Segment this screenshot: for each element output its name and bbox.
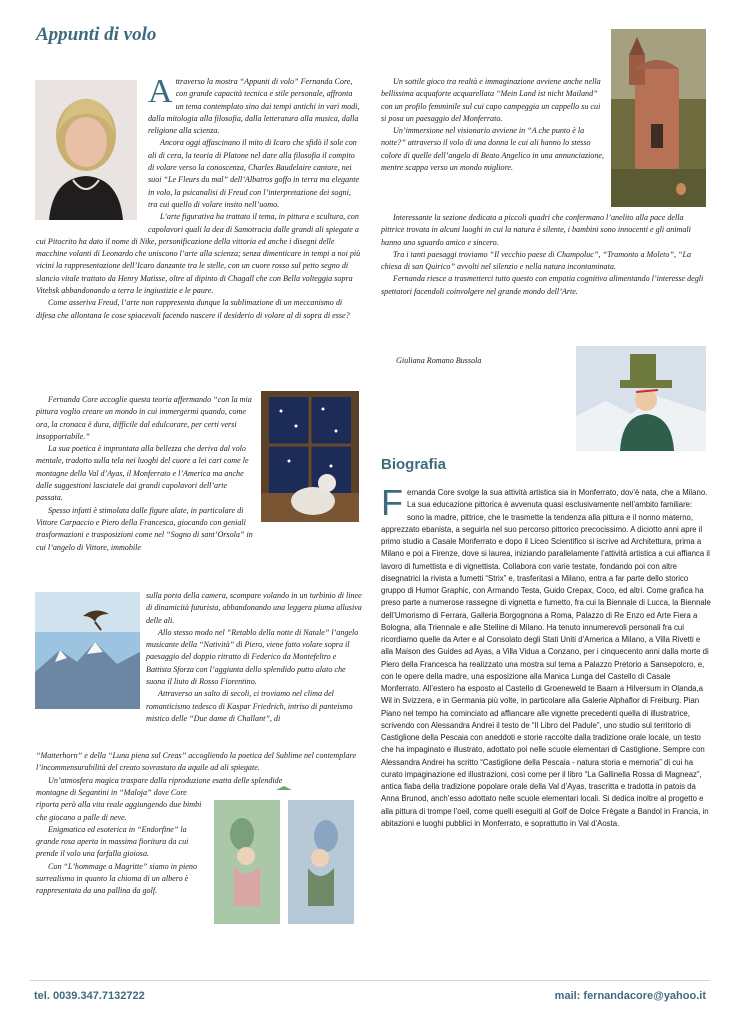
article-right-top [381, 76, 605, 174]
article-paragraph: sulla porta della camera, scompare volando in un turbinio di linee di dinamicità futurista, abbandonando una leggera piuma allusiva delle ali. [146, 591, 362, 625]
article-paragraph: Un sottile gioco tra realtà e immaginazione avviene anche nella bellissima acquaforte acquarellata “Mein Land ist nicht Mailand” con un profilo femminile sul cui capo campeggia un cappello su cui si posa un paesaggio del Monferrato. [381, 77, 601, 123]
article-bottom [36, 787, 208, 898]
article-paragraph: L’arte figurativa ha trattato il tema, in pittura e scultura, con capolavori quali la dea di Samotracia dalle grandi ali spiegate a cui Pitocrito ha dato il nome di Nike, personificazione della vittoria ed anche i disegni delle macchine volanti di Leonardo che uniscono l’arte alla scienza; senza dimenticare in tempi a noi più vicini la rappresentazione dell’Icaro danzante tra le stelle, con un cuore rosso sul petto segno di slancio vitale trattato da Henry Matisse, oltre al dipinto di Chagall che con Bella volteggia sopra Vitebsk abbandonando a terra le ingiustizie e le paure. [36, 212, 361, 296]
painting-church [611, 29, 706, 207]
article-paragraph: Interessante la sezione dedicata a piccoli quadri che confermano l’anelito alla pace della pittrice trovata in alcuni luoghi in cui la natura è silente, i bambini sono innocenti e gli animali hanno uno sguardo amico e sincero. [381, 213, 691, 247]
article-paragraph: montagne di Segantini in “Maloja” dove Core riporta però alla vita reale aggiungendo due bimbi che giocano a palle di neve. [36, 788, 202, 822]
bio-text [381, 482, 711, 830]
article-paragraph: Spesso infatti è stimolata dalle figure alate, in particolare di Vittore Carpaccio e Piero della Francesca, giocando con geniali trasformazioni e trasposizioni come nel “Sogno di sant’Orsola” in cui l’angelo di Vittore, immobile [36, 505, 253, 552]
footer-divider [30, 980, 710, 981]
footer-phone[interactable]: tel. 0039.347.7132722 [34, 990, 145, 1002]
article-paragraph: ttraverso la mostra “Appunti di volo” Fernanda Core, con grande capacità tecnica e stile personale, affronta un tema contemplato sino dai tempi antichi in vari modi, dalla mitologia alla filosofia, dalla letteratura alla musica, dalla religione alla scienza. [148, 77, 360, 136]
page-title: Appunti di volo [36, 24, 157, 45]
article-paragraph: Allo stesso modo nel “Retablo della notte di Natale” l’angelo musicante della “Natività” di Piero, viene fatto volare sopra il paesaggio del doppio ritratto di Federico da Montefeltro e Battista Sforza con l’aggiunta dello splendido putto alato che suona il liuto di Rosso Fiorentino. [146, 627, 359, 687]
article-paragraph: La sua poetica è improntata alla bellezza che deriva dal volo mentale, tradotto sulla tela nei luoghi del cuore a lei cari come le montagne della Val d’Ayas, il Monferrato e l’America ma anche dalle suggestioni lasciatele dai grandi capolavori dell’arte passata. [36, 444, 249, 503]
article-paragraph: Attraverso un salto di secoli, ci troviamo nel clima del romanticismo tedesco di Kaspar Friedrich, intriso di panteismo mistico delle “Due dame di Challant”, di [146, 689, 353, 723]
painting-angels-diptych [214, 786, 354, 938]
article-signature: Giuliana Romano Bussola [396, 356, 482, 365]
bio-paragraph: ernanda Core svolge la sua attività artistica sia in Monferrato, dov’è nata, che a Milano. La sua educazione pittorica è avvenuta quasi esclusivamente nell’ambito familiare: sono la madre, pittrice, che le trasmette la tendenza alla pittura e il nonno materno, apprezzato ebanista, a seguirla nel suo percorso pittorico precocissimo. A diciotto anni apre il primo studio a Casale Monferrato e dopo il Liceo Scientifico si iscrive ad Architettura, prima a Milano e poi a Firenze, dove si laurea, iniziando parallelamente l’attività artistica a cui affianca il lavoro di fumettista e di vignettista. Collabora con varie testate, fondando poi con altre disegnatrici la rivista a fumetti “Strix” e, trasferitasi a Milano, entra a far parte dello storico gruppo di Humor Graphic, con Armando Testa, Guido Crepax, Coco, ed altri. Come grafica ha preso parte a numerose rassegne di vignetta e fumetto, fra cui la Biennale di Lucca, la Biennale dell’Umorismo di Ferrara, Galleria Borgognona a Roma, Palazzo di Re Enzo ed Arte Fiera a Bologna, alla Triennale e alle Stelline di Milano. Ha tenuto innumerevoli personali fra cui ricordiamo quelle da Arter e al Consolato degli Stati Uniti d’America a Milano, a Villa Rivetti e alla Maison des Guides ad Ayas, a Villa Vidua a Conzano, per i cinquecento anni dalla morte di Piero della Francesca ha realizzato una mostra sul tema a Palazzo Pretorio a Sansepolcro, e, con le opere della madre, una esposizione alla Manica Lunga del Castello di Casale Monferrato. All’estero ha esposto al Castello di Groeneweld te Baarn a Hilversum in Olanda,a Wil in Svizzera, e in Germania più volte, in particolare alla Galerie Alphaflor di Freiburg. Pian Piano nel tempo ha cominciato ad affiancare alle vignette precedenti quella di illustratrice, scrivendo con Alessandra Andrei il testo de “Il Libro del Padule”, uno studio sul territorio di Castiglione della Pescaia con aneddoti e storie raccolte dalla tradizione orale locale, un testo che ha impaginato e illustrato, adottato poi nelle scuole elementari di Castiglione. Sempre con Alessandra Andrei ha scritto “Castiglione della Pescaia - natura storia e memoria” di cui ha curato impaginazione ed illustrazioni, così come per il libro “La Gallinella Rossa di Magneaz”, antica fiaba della tradizione popolare orale della Val d’Ayas, trascritta e tradotta in patois da Anna Brunod, anch’esso adottato nelle scuole elementari locali. Si dedica inoltre al progetto e alla pittura di trompe l’oeil, come quelli eseguiti al Golf de Dolce Frègate a Bandol in Francia, in abitazioni e luoghi pubblici in Monferrato, e soprattutto in Val d’Aosta. [381, 488, 711, 828]
article-right-full [381, 212, 707, 298]
article-paragraph: Enigmatica ed esoterica in “Endorfine” la grande rosa aperta in massima fioritura da cui prende il volo una farfalla gioiosa. [36, 824, 189, 859]
article-eagle [146, 590, 362, 725]
footer-email[interactable]: mail: fernandacore@yahoo.it [554, 990, 706, 1002]
article-paragraph: Un’immersione nel visionario avviene in “A che punto è la notte?” attraverso il volo di una donna le cui ali hanno lo stesso colore di quelle dell’angelo di Beato Angelico in una annunciazione, mentre scappa verso un mondo migliore. [381, 126, 604, 173]
article-intro [36, 73, 362, 322]
article-paragraph: Fernanda Core accoglie questa teoria affermando “con la mia pittura voglio creare un mondo in cui immergermi quando, come ora, la cronaca è dura, difficile dal edulcorare, per certi versi insopportabile.” [36, 395, 252, 441]
painting-woman-hat [576, 346, 706, 451]
article-paragraph: Fernanda riesce a trasmetterci tutto questo con empatia cognitiva alimentando l’interesse degli spettatori facendoli coinvolgere nel grande mondo dell’Arte. [381, 274, 704, 296]
article-paragraph: Un’atmosfera magica traspare dalla riproduzione esatta delle splendide [48, 775, 283, 785]
article-paragraph: Tra i tanti paesaggi troviamo “Il vecchio paese di Champoluc”, “Tramonto a Moleto”, “La chiesa di san Quirico” avvolti nel silenzio e nella natura incontaminata. [381, 249, 692, 272]
article-paragraph: “Matterhorn” e della “Luna piena sul Creas” accogliendo la poetica del Sublime nel contemplare l’incommensurabilità del creato sovrastato da aquile ad ali spiegate. [36, 751, 357, 773]
dropcap-f: F [381, 482, 403, 523]
article-paragraph: Ancora oggi affascinano il mito di Icaro che sfidò il sole con ali di cera, la teoria di Platone nel dare alla filosofia il compito di volare verso la conoscenza, Charles Baudelaire cantore, nei suoi “Le Fleurs du mal” dell’Albatros goffo in terra ma elegante in volo, la psicanalisi di Freud con l’interpretazione dei sogni, tra cui quello di volare insito nell’uomo. [148, 138, 360, 209]
article-full [36, 750, 362, 787]
dropcap-a: A [148, 73, 173, 110]
article-paragraph: Con “L’hommage a Magritte” siamo in pieno surrealismo in quanto la chioma di un albero è rappresentata da una pallina da golf. [36, 861, 197, 896]
bio-title: Biografia [381, 456, 447, 473]
painting-window-cat [261, 391, 359, 522]
article-paragraph: Come asseriva Freud, l’arte non rappresenta dunque la sublimazione di un meccanismo di difesa che allontana le cose spiacevoli facendo nascere il desiderio di volare al di sopra di esse? [36, 298, 350, 320]
painting-eagle-mountains [35, 592, 140, 709]
article-mid [36, 394, 254, 554]
